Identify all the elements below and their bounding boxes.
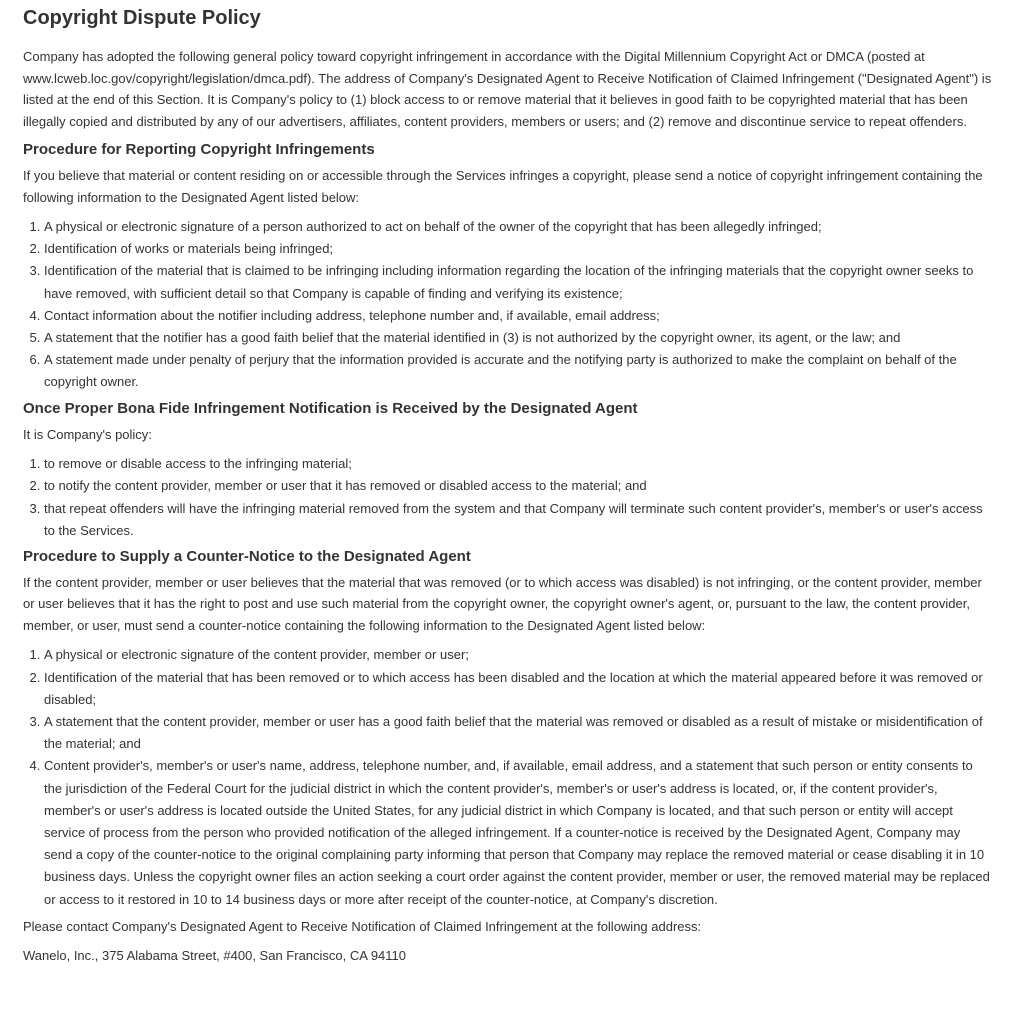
section-text-reporting: If you believe that material or content residing on or accessible through the Services infringes a copyright, please send a notice of copyright infringement containing the following information to the Designated Agent listed below: <box>23 168 983 205</box>
list-item: 3. Identification of the material that is claimed to be infringing including information regarding the location of the infringing materials that the copyright owner seeks to have removed, with sufficient detail so that Company is capable of finding and verifying its existence; <box>44 260 992 304</box>
list-item: 1. A physical or electronic signature of a person authorized to act on behalf of the owner of the copyright that has been allegedly infringed; <box>44 216 992 238</box>
contact-text: Please contact Company's Designated Agent to Receive Notification of Claimed Infringement at the following address: <box>23 918 702 934</box>
intro-paragraph: Company has adopted the following general policy toward copyright infringement in accordance with the Digital Millennium Copyright Act or DMCA (posted at www.lcweb.loc.gov/copyright/legislation/dmca.pdf). The address of Company's Designated Agent to Receive Notification of Claimed Infringement ("Designated Agent") is listed at the end of this Section. It is Company's policy to (1) block access to or remove material that it believes in good faith to be copyrighted material that has been illegally copied and distributed by any of our advertisers, affiliates, content providers, members or users; and (2) remove and discontinue service to repeat offenders. <box>23 49 992 129</box>
section-text-counter: If the content provider, member or user believes that the material that was removed (or to which access was disabled) is not infringing, or the content provider, member or user believes that it has the right to post and use such material from the copyright owner, the copyright owner's agent, or, pursuant to the law, the content provider, member, or user, must send a counter-notice containing the following information to the Designated Agent listed below: <box>23 574 982 633</box>
list-item: 1. to remove or disable access to the infringing material; <box>44 453 992 475</box>
section-heading-reporting: Procedure for Reporting Copyright Infringements <box>23 141 375 158</box>
list-item: 3. A statement that the content provider, member or user has a good faith belief that the material was removed or disabled as a result of mistake or misidentification of the material; and <box>44 711 992 755</box>
list-item: 2. Identification of the material that has been removed or to which access has been disabled and the location at which the material appeared before it was removed or disabled; <box>44 667 992 711</box>
received-list <box>23 453 992 542</box>
list-item: 2. to notify the content provider, member or user that it has removed or disabled access to the material; and <box>44 475 992 497</box>
list-item: 1. A physical or electronic signature of the content provider, member or user; <box>44 644 992 666</box>
page-title: Copyright Dispute Policy <box>23 7 261 29</box>
section-heading-counter: Procedure to Supply a Counter-Notice to the Designated Agent <box>23 547 471 565</box>
list-item: 5. A statement that the notifier has a good faith belief that the material identified in (3) is not authorized by the copyright owner, its agent, or the law; and <box>44 327 992 349</box>
list-item: 4. Content provider's, member's or user's name, address, telephone number, and, if available, email address, and a statement that such person or entity consents to the jurisdiction of the Federal Court for the judicial district in which the content provider's, member's or user's address is located, or, if the content provider's, member's or user's address is located outside the United States, for any judicial district in which Company is located, and that such person or entity will accept service of process from the person who provided notification of the alleged infringement. If a counter-notice is received by the Designated Agent, Company may send a copy of the counter-notice to the original complaining party informing that person that Company may replace the removed material or cease disabling it in 10 business days. Unless the copyright owner files an action seeking a court order against the content provider, member or user, the removed material may be replaced or access to it restored in 10 to 14 business days or more after receipt of the counter-notice, at Company's discretion. <box>44 755 992 910</box>
list-item: 4. Contact information about the notifier including address, telephone number and, if available, email address; <box>44 305 992 327</box>
counter-list <box>23 644 992 910</box>
reporting-list <box>23 216 992 394</box>
section-heading-received: Once Proper Bona Fide Infringement Notification is Received by the Designated Agent <box>23 399 638 417</box>
list-item: 6. A statement made under penalty of perjury that the information provided is accurate and the notifying party is authorized to make the complaint on behalf of the copyright owner. <box>44 349 992 393</box>
list-item: 3. that repeat offenders will have the infringing material removed from the system and that Company will terminate such content provider's, member's or user's access to the Services. <box>44 498 992 542</box>
section-text-received: It is Company's policy: <box>23 426 152 442</box>
agent-address: Wanelo, Inc., 375 Alabama Street, #400, San Francisco, CA 94110 <box>23 948 407 964</box>
list-item: 2. Identification of works or materials being infringed; <box>44 238 992 260</box>
